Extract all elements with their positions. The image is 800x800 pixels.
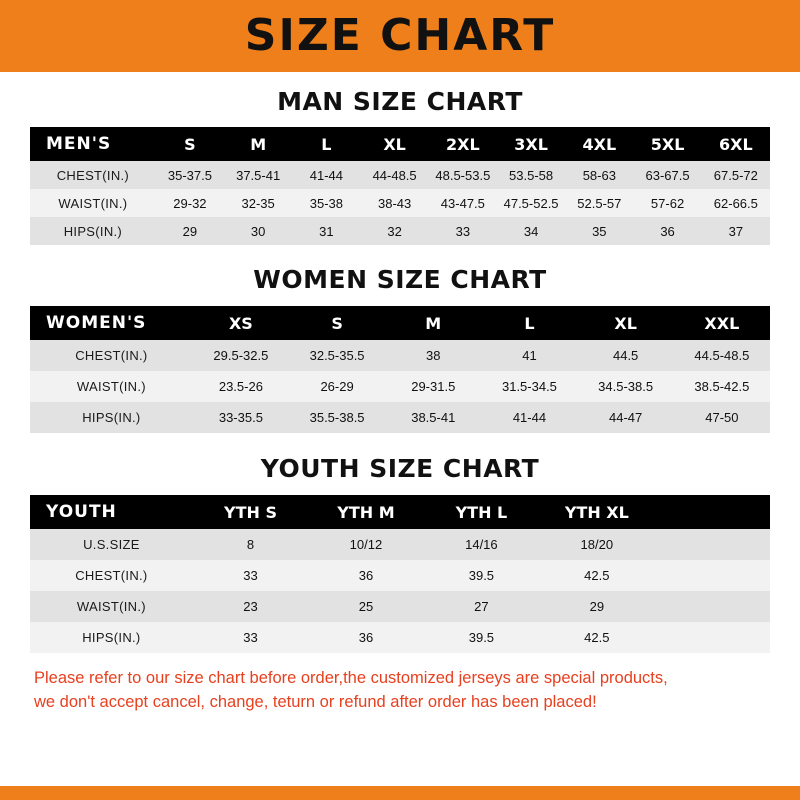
women-hips-xl: 44-47	[578, 402, 674, 433]
youth-waist-xl: 29	[539, 591, 654, 622]
youth-col-m: YTH M	[308, 495, 423, 529]
men-col-3xl: 3XL	[497, 127, 565, 161]
youth-chest-empty	[655, 560, 770, 591]
table-row	[30, 340, 770, 371]
youth-hips-s: 33	[193, 622, 308, 653]
women-col-m: M	[385, 306, 481, 340]
men-waist-m: 32-35	[224, 189, 292, 217]
table-header-row	[30, 306, 770, 340]
women-row-header: WOMEN'S	[30, 306, 193, 340]
disclaimer-note	[30, 667, 770, 715]
men-size-table	[30, 127, 770, 245]
men-hips-s: 29	[156, 217, 224, 245]
women-chest-xl: 44.5	[578, 340, 674, 371]
women-hips-xs: 33-35.5	[193, 402, 289, 433]
women-hips-m: 38.5-41	[385, 402, 481, 433]
men-hips-l: 31	[292, 217, 360, 245]
table-row	[30, 591, 770, 622]
men-col-6xl: 6XL	[702, 127, 770, 161]
content-area	[0, 72, 800, 786]
youth-chest-m: 36	[308, 560, 423, 591]
women-waist-xs: 23.5-26	[193, 371, 289, 402]
men-col-4xl: 4XL	[565, 127, 633, 161]
disclaimer-line-1: Please refer to our size chart before order,the customized jerseys are special products,	[34, 669, 668, 687]
women-col-xl: XL	[578, 306, 674, 340]
men-chest-4xl: 58-63	[565, 161, 633, 189]
women-chest-xxl: 44.5-48.5	[674, 340, 770, 371]
men-row-header: MEN'S	[30, 127, 156, 161]
youth-waist-l: 27	[424, 591, 539, 622]
men-hips-4xl: 35	[565, 217, 633, 245]
men-waist-4xl: 52.5-57	[565, 189, 633, 217]
men-col-2xl: 2XL	[429, 127, 497, 161]
women-waist-m: 29-31.5	[385, 371, 481, 402]
youth-row-label-waist: WAIST(IN.)	[30, 591, 193, 622]
table-row	[30, 402, 770, 433]
table-row	[30, 371, 770, 402]
men-chest-xl: 44-48.5	[361, 161, 429, 189]
men-row-label-waist: WAIST(IN.)	[30, 189, 156, 217]
women-chest-s: 32.5-35.5	[289, 340, 385, 371]
youth-size-table	[30, 495, 770, 653]
youth-col-xl: YTH XL	[539, 495, 654, 529]
youth-row-header: YOUTH	[30, 495, 193, 529]
youth-col-s: YTH S	[193, 495, 308, 529]
men-row-label-chest: CHEST(IN.)	[30, 161, 156, 189]
men-hips-2xl: 33	[429, 217, 497, 245]
women-section	[30, 245, 770, 433]
women-chest-l: 41	[481, 340, 577, 371]
youth-col-empty	[655, 495, 770, 529]
youth-hips-l: 39.5	[424, 622, 539, 653]
men-col-l: L	[292, 127, 360, 161]
youth-waist-empty	[655, 591, 770, 622]
men-col-xl: XL	[361, 127, 429, 161]
table-row	[30, 161, 770, 189]
youth-ussize-l: 14/16	[424, 529, 539, 560]
men-col-s: S	[156, 127, 224, 161]
youth-row-label-chest: CHEST(IN.)	[30, 560, 193, 591]
men-col-5xl: 5XL	[633, 127, 701, 161]
men-chest-2xl: 48.5-53.5	[429, 161, 497, 189]
women-col-xs: XS	[193, 306, 289, 340]
table-row	[30, 622, 770, 653]
men-hips-3xl: 34	[497, 217, 565, 245]
youth-waist-s: 23	[193, 591, 308, 622]
men-waist-s: 29-32	[156, 189, 224, 217]
page-title: SIZE CHART	[244, 10, 556, 61]
women-hips-s: 35.5-38.5	[289, 402, 385, 433]
youth-ussize-m: 10/12	[308, 529, 423, 560]
youth-ussize-xl: 18/20	[539, 529, 654, 560]
men-waist-5xl: 57-62	[633, 189, 701, 217]
women-size-table	[30, 306, 770, 433]
women-col-xxl: XXL	[674, 306, 770, 340]
footer-bar	[0, 786, 800, 800]
men-waist-3xl: 47.5-52.5	[497, 189, 565, 217]
table-row	[30, 217, 770, 245]
youth-ussize-empty	[655, 529, 770, 560]
youth-section	[30, 433, 770, 653]
men-waist-6xl: 62-66.5	[702, 189, 770, 217]
men-chest-s: 35-37.5	[156, 161, 224, 189]
men-hips-5xl: 36	[633, 217, 701, 245]
men-waist-l: 35-38	[292, 189, 360, 217]
youth-row-label-hips: HIPS(IN.)	[30, 622, 193, 653]
men-chest-6xl: 67.5-72	[702, 161, 770, 189]
men-row-label-hips: HIPS(IN.)	[30, 217, 156, 245]
youth-hips-m: 36	[308, 622, 423, 653]
women-waist-xxl: 38.5-42.5	[674, 371, 770, 402]
women-col-s: S	[289, 306, 385, 340]
women-chest-xs: 29.5-32.5	[193, 340, 289, 371]
women-section-title: WOMEN SIZE CHART	[253, 265, 547, 294]
youth-waist-m: 25	[308, 591, 423, 622]
youth-ussize-s: 8	[193, 529, 308, 560]
table-header-row	[30, 495, 770, 529]
women-hips-xxl: 47-50	[674, 402, 770, 433]
men-col-m: M	[224, 127, 292, 161]
men-chest-l: 41-44	[292, 161, 360, 189]
men-chest-3xl: 53.5-58	[497, 161, 565, 189]
table-header-row	[30, 127, 770, 161]
women-waist-s: 26-29	[289, 371, 385, 402]
women-waist-l: 31.5-34.5	[481, 371, 577, 402]
women-row-label-waist: WAIST(IN.)	[30, 371, 193, 402]
men-waist-2xl: 43-47.5	[429, 189, 497, 217]
men-hips-xl: 32	[361, 217, 429, 245]
youth-hips-empty	[655, 622, 770, 653]
youth-col-l: YTH L	[424, 495, 539, 529]
women-col-l: L	[481, 306, 577, 340]
men-hips-m: 30	[224, 217, 292, 245]
men-waist-xl: 38-43	[361, 189, 429, 217]
women-hips-l: 41-44	[481, 402, 577, 433]
header-banner	[0, 0, 800, 72]
men-chest-m: 37.5-41	[224, 161, 292, 189]
youth-chest-s: 33	[193, 560, 308, 591]
men-hips-6xl: 37	[702, 217, 770, 245]
table-row	[30, 560, 770, 591]
youth-row-label-ussize: U.S.SIZE	[30, 529, 193, 560]
youth-chest-xl: 42.5	[539, 560, 654, 591]
women-chest-m: 38	[385, 340, 481, 371]
table-row	[30, 189, 770, 217]
table-row	[30, 529, 770, 560]
youth-section-title: YOUTH SIZE CHART	[260, 454, 540, 483]
men-section	[30, 72, 770, 245]
women-row-label-hips: HIPS(IN.)	[30, 402, 193, 433]
youth-hips-xl: 42.5	[539, 622, 654, 653]
men-section-title: MAN SIZE CHART	[277, 87, 523, 116]
disclaimer-line-2: we don't accept cancel, change, teturn or refund after order has been placed!	[34, 692, 597, 711]
men-chest-5xl: 63-67.5	[633, 161, 701, 189]
youth-chest-l: 39.5	[424, 560, 539, 591]
women-row-label-chest: CHEST(IN.)	[30, 340, 193, 371]
women-waist-xl: 34.5-38.5	[578, 371, 674, 402]
